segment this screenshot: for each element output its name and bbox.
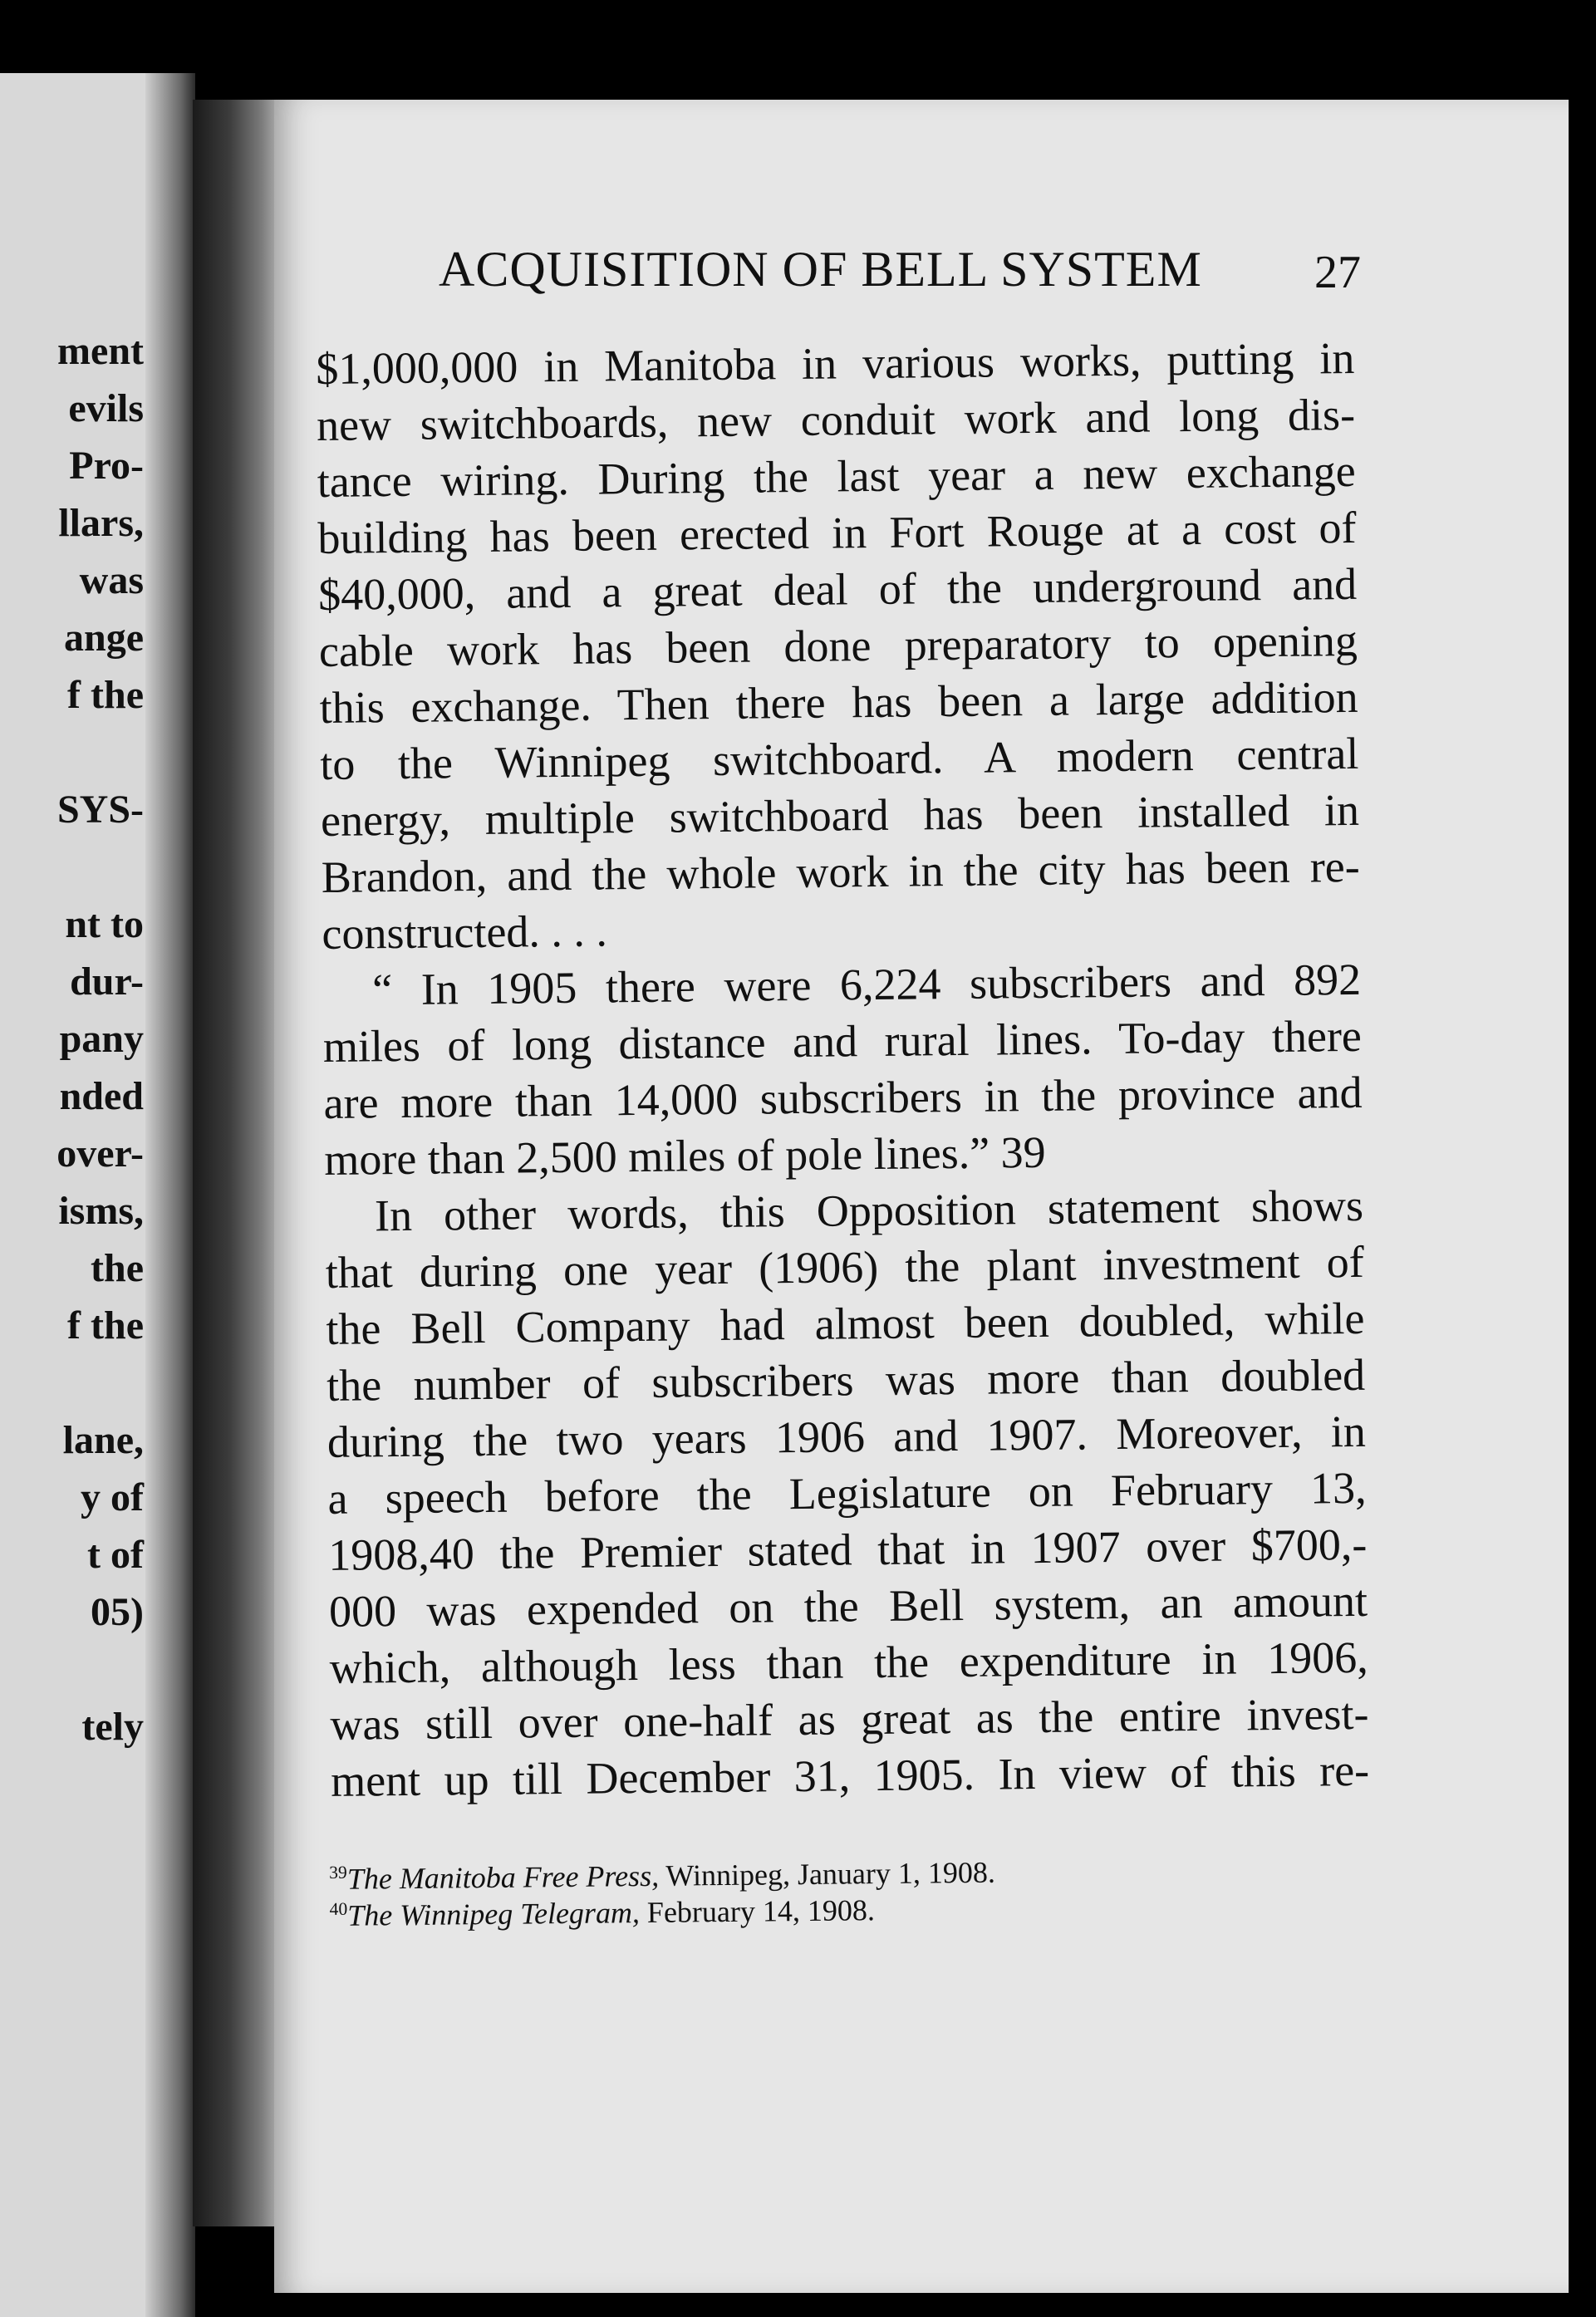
facing-line: ment	[57, 329, 144, 373]
facing-line	[0, 1354, 144, 1411]
text-line: “ In 1905 there were 6,224 subscribers and 892	[371, 954, 1362, 1015]
facing-line: over-	[56, 1132, 144, 1176]
text-line: this exchange. Then there has been a large addition	[319, 671, 1358, 733]
facing-line: t of	[87, 1533, 144, 1577]
running-head: ACQUISITION OF BELL SYSTEM	[439, 242, 1202, 297]
footnote-source-details: Winnipeg, January 1, 1908.	[658, 1855, 996, 1892]
body-text	[316, 330, 1369, 1809]
scan-border-right	[1569, 100, 1596, 2317]
footnote-source-title: The Winnipeg Telegram,	[347, 1896, 641, 1932]
text-line: miles of long distance and rural lines. To-day there	[322, 1010, 1363, 1072]
facing-line: y of	[81, 1475, 144, 1519]
scan-border-bottom	[274, 2293, 1596, 2317]
page-number: 27	[1314, 247, 1361, 298]
facing-line: evils	[68, 386, 144, 430]
facing-line	[0, 724, 144, 781]
facing-line	[0, 1641, 144, 1698]
facing-line: dur-	[70, 960, 144, 1004]
footnote-mark: 40	[329, 1898, 348, 1919]
facing-line: pany	[59, 1017, 144, 1061]
text-line: cable work has been done preparatory to opening	[318, 615, 1358, 676]
facing-line: nded	[59, 1074, 144, 1118]
facing-line: nt to	[65, 902, 144, 946]
footnotes	[329, 1851, 1244, 1934]
facing-line: ange	[64, 616, 144, 660]
facing-line: isms,	[58, 1189, 144, 1233]
footnote-source-details: February 14, 1908.	[639, 1893, 876, 1930]
text-line: $40,000, and a great deal of the underground and	[317, 558, 1358, 620]
book-gutter-shadow	[193, 100, 284, 2226]
text-line: constructed. . . .	[322, 906, 608, 959]
facing-line: llars,	[58, 501, 144, 545]
facing-line: Pro-	[69, 444, 144, 488]
text-line: In other words, this Opposition statement shows	[374, 1180, 1364, 1241]
spine-shadow	[145, 73, 195, 2317]
facing-line	[0, 838, 144, 896]
text-line: to the Winnipeg switchboard. A modern central	[320, 728, 1359, 789]
text-line: that during one year (1906) the plant investment of	[325, 1236, 1364, 1298]
text-line: 000 was expended on the Bell system, an amount	[328, 1575, 1368, 1637]
text-line: 1908,40 the Premier stated that in 1907 over $700,-	[327, 1519, 1368, 1580]
text-line: ment up till December 31, 1905. In view of this re-	[330, 1745, 1370, 1806]
text-line: the number of subscribers was more than doubled	[326, 1349, 1366, 1411]
text-line: more than 2,500 miles of pole lines.” 39	[324, 1127, 1046, 1185]
text-line: Brandon, and the whole work in the city has been re-	[321, 841, 1361, 902]
facing-line: f the	[67, 673, 144, 717]
text-line: $1,000,000 in Manitoba in various works, putting in	[316, 332, 1355, 394]
text-line: the Bell Company had almost been doubled, while	[326, 1293, 1365, 1354]
text-line: during the two years 1906 and 1907. Moreover, in	[327, 1406, 1367, 1467]
text-line: which, although less than the expenditure in 1906,	[329, 1632, 1368, 1693]
facing-line: the	[91, 1246, 144, 1290]
facing-line: was	[79, 558, 144, 602]
facing-page-text	[0, 322, 144, 1755]
facing-line: lane,	[62, 1418, 144, 1462]
footnote-mark: 39	[329, 1862, 347, 1883]
facing-page-fragment	[0, 73, 195, 2317]
text-line: a speech before the Legislature on February 13,	[327, 1462, 1367, 1524]
text-line: are more than 14,000 subscribers in the province and	[323, 1067, 1363, 1128]
text-line: new switchboards, new conduit work and long dis-	[316, 389, 1356, 450]
facing-line: SYS-	[56, 788, 144, 832]
text-line: building has been erected in Fort Rouge at a cost of	[317, 502, 1357, 563]
facing-line: tely	[81, 1705, 144, 1749]
facing-line: 05)	[91, 1590, 144, 1634]
facing-line: f the	[67, 1303, 144, 1347]
text-line: tance wiring. During the last year a new exchange	[317, 445, 1357, 507]
text-line: energy, multiple switchboard has been installed in	[320, 784, 1360, 846]
footnote-source-title: The Manitoba Free Press,	[346, 1858, 660, 1896]
text-line: was still over one-half as great as the entire invest-	[330, 1688, 1369, 1750]
